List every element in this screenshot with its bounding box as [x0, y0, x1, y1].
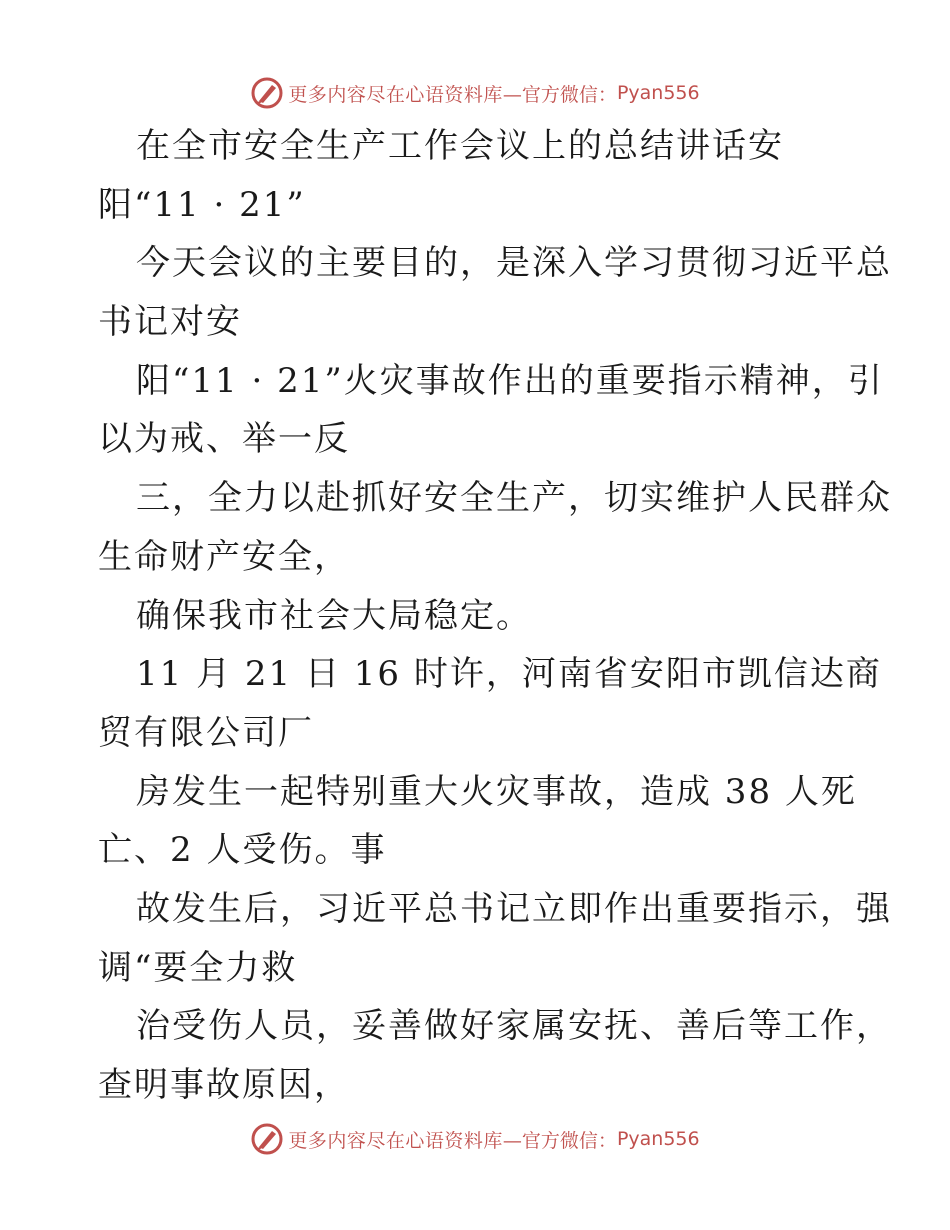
body-line: 今天会议的主要目的，是深入学习贯彻习近平总 — [136, 243, 892, 284]
banner-title: 更多内容尽在心语资料库 — [288, 83, 503, 106]
body-line: 三，全力以赴抓好安全生产，切实维护人民群众 — [136, 478, 892, 519]
body-line: 阳“11 · 21” — [98, 184, 306, 225]
body-line: 11 月 21 日 16 时许，河南省安阳市凯信达商 — [136, 654, 882, 695]
banner-wechat-id: Pyan556 — [616, 82, 700, 104]
body-line: 书记对安 — [98, 302, 242, 343]
body-line: 故发生后，习近平总书记立即作出重要指示，强 — [136, 888, 892, 929]
banner-separator: —官方微信： — [502, 83, 617, 106]
banner-separator: —官方微信： — [502, 1129, 617, 1152]
banner-wechat-id: Pyan556 — [616, 1128, 700, 1150]
body-line: 治受伤人员，妥善做好家属安抚、善后等工作， — [136, 1006, 892, 1047]
body-line: 贸有限公司厂 — [98, 712, 314, 753]
quill-pen-logo-icon — [250, 76, 284, 110]
body-line: 查明事故原因， — [98, 1065, 350, 1105]
footer-banner — [0, 1114, 950, 1164]
body-line: 调“要全力救 — [98, 947, 298, 988]
banner-title: 更多内容尽在心语资料库 — [288, 1129, 503, 1152]
body-line: 以为戒、举一反 — [98, 419, 350, 460]
body-line: 生命财产安全， — [98, 536, 350, 577]
body-line: 阳“11 · 21”火灾事故作出的重要指示精神，引 — [136, 360, 884, 401]
body-line: 确保我市社会大局稳定。 — [136, 595, 532, 636]
body-line: 亡、2 人受伤。事 — [98, 830, 387, 871]
body-line: 房发生一起特别重大火灾事故，造成 38 人死 — [136, 771, 857, 812]
header-banner — [0, 68, 950, 118]
quill-pen-logo-icon — [250, 1122, 284, 1156]
body-line: 在全市安全生产工作会议上的总结讲话安 — [136, 126, 784, 166]
document-body — [98, 120, 892, 1118]
